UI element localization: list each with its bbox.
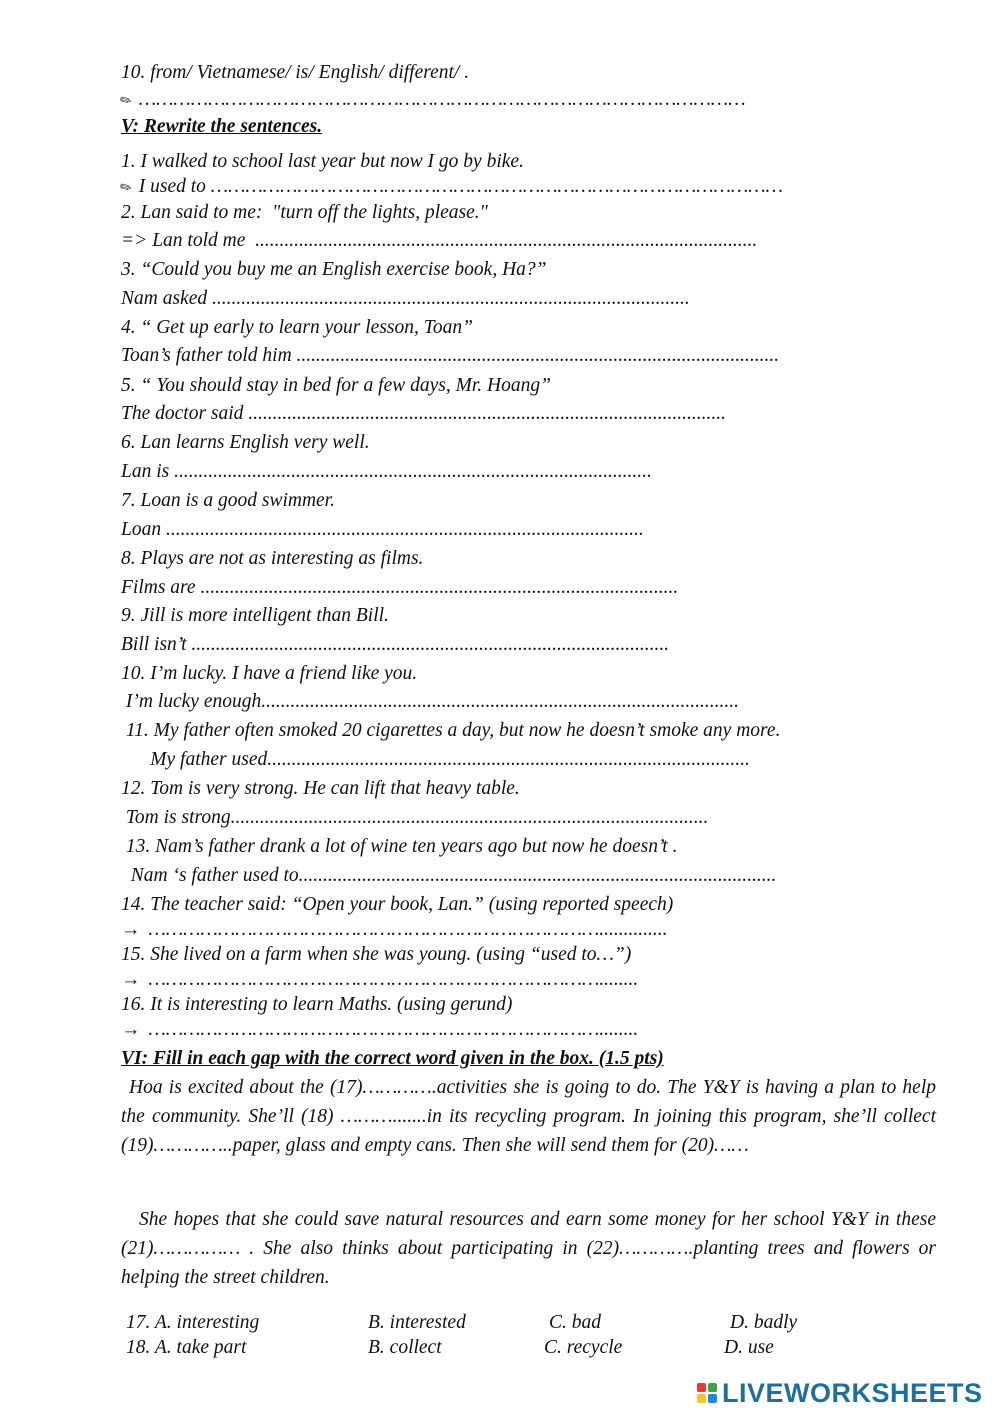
answer-line-3[interactable]: Nam asked .................................................................................................. (121, 288, 690, 309)
liveworksheets-wordmark: LIVEWORKSHEETS (722, 1377, 983, 1408)
answer-line-13[interactable]: Nam ‘s father used to.................................................................................................. (121, 865, 777, 886)
question-5: 5. “ You should stay in bed for a few days, Mr. Hoang” (121, 375, 551, 396)
pencil-icon: ✎ (117, 179, 136, 198)
answer-line-15[interactable]: → ……………………………………………………………………........ (121, 969, 639, 990)
option-17-c[interactable]: C. bad (549, 1312, 602, 1333)
answer-line-16[interactable]: → ……………………………………………………………………........ (121, 1019, 639, 1040)
answer-line-4[interactable]: Toan’s father told him ................................................................................................... (121, 345, 780, 366)
passage-paragraph-2: She hopes that she could save natural resources and earn some money for her school Y&Y in these (21)…………… . She also thinks about participating in (22)………….planting trees and flowers or helping the street children. (121, 1209, 936, 1288)
answer-line-2[interactable]: => Lan told me ....................................................................................................... (121, 230, 758, 251)
question-10: 10. I’m lucky. I have a friend like you. (121, 663, 418, 684)
passage-paragraph-1: Hoa is excited about the (17)………….activities she is going to do. The Y&Y is having a plan to help the community. She’ll (18) ……….......in its recycling program. In joining this program, she’ll collect (19)…………..paper, glass and empty cans. Then she will send them for (20)…… (121, 1077, 936, 1156)
answer-line-10[interactable]: ✎ …………………………………………………………………………………………… (117, 89, 746, 111)
question-9: 9. Jill is more intelligent than Bill. (121, 605, 389, 626)
answer-line-6[interactable]: Lan is .................................................................................................. (121, 461, 652, 482)
question-15: 15. She lived on a farm when she was young. (using “used to…”) (121, 944, 632, 965)
question-7: 7. Loan is a good swimmer. (121, 490, 335, 511)
question-16: 16. It is interesting to learn Maths. (using gerund) (121, 994, 513, 1015)
option-17-d[interactable]: D. badly (730, 1312, 798, 1333)
answer-line-10b[interactable]: I’m lucky enough.................................................................................................. (121, 691, 739, 712)
option-18-a[interactable]: 18. A. take part (126, 1337, 247, 1358)
option-17-a[interactable]: 17. A. interesting (126, 1312, 260, 1333)
answer-line-9[interactable]: Bill isn’t .................................................................................................. (121, 634, 670, 655)
question-11: 11. My father often smoked 20 cigarettes a day, but now he doesn’t smoke any more. (121, 720, 781, 741)
question-12: 12. Tom is very strong. He can lift that heavy table. (121, 778, 520, 799)
arrow-icon: → (121, 1019, 141, 1040)
logo-square-blue (708, 1394, 717, 1403)
logo-square-green (708, 1383, 717, 1392)
section-5-heading: V: Rewrite the sentences. (121, 116, 323, 137)
answer-line-7[interactable]: Loan .................................................................................................. (121, 519, 644, 540)
option-18-d[interactable]: D. use (724, 1337, 774, 1358)
liveworksheets-mark-icon (697, 1383, 717, 1403)
question-3: 3. “Could you buy me an English exercise book, Ha?” (121, 259, 547, 280)
answer-line-5[interactable]: The doctor said .................................................................................................. (121, 403, 727, 424)
question-8: 8. Plays are not as interesting as films. (121, 548, 424, 569)
pencil-icon: ✎ (117, 92, 136, 111)
answer-line-1[interactable]: ✎ I used to ……………………………………………………………………………………… (117, 176, 783, 198)
question-1: 1. I walked to school last year but now I go by bike. (121, 151, 524, 172)
question-14: 14. The teacher said: “Open your book, Lan.” (using reported speech) (121, 894, 674, 915)
logo-square-yellow (697, 1394, 706, 1403)
answer-line-12[interactable]: Tom is strong.................................................................................................. (121, 807, 709, 828)
question-6: 6. Lan learns English very well. (121, 432, 370, 453)
arrow-icon: → (121, 919, 141, 940)
answer-line-11[interactable]: My father used................................................................................................... (121, 749, 750, 770)
question-4: 4. “ Get up early to learn your lesson, Toan” (121, 317, 473, 338)
option-18-b[interactable]: B. collect (368, 1337, 442, 1358)
logo-square-red (697, 1383, 706, 1392)
answer-line-14[interactable]: → …………………………………………………………………….............. (121, 919, 668, 940)
answer-line-8[interactable]: Films are .................................................................................................. (121, 577, 679, 598)
arrow-icon: → (121, 969, 141, 990)
question-2: 2. Lan said to me: "turn off the lights, please." (121, 202, 488, 223)
option-17-b[interactable]: B. interested (368, 1312, 466, 1333)
question-13: 13. Nam’s father drank a lot of wine ten years ago but now he doesn’t . (121, 836, 678, 857)
section-6-heading: VI: Fill in each gap with the correct word given in the box. (1.5 pts) (121, 1048, 664, 1069)
option-18-c[interactable]: C. recycle (544, 1337, 623, 1358)
question-10-prompt: 10. from/ Vietnamese/ is/ English/ different/ . (121, 62, 470, 83)
liveworksheets-logo (697, 1378, 983, 1408)
